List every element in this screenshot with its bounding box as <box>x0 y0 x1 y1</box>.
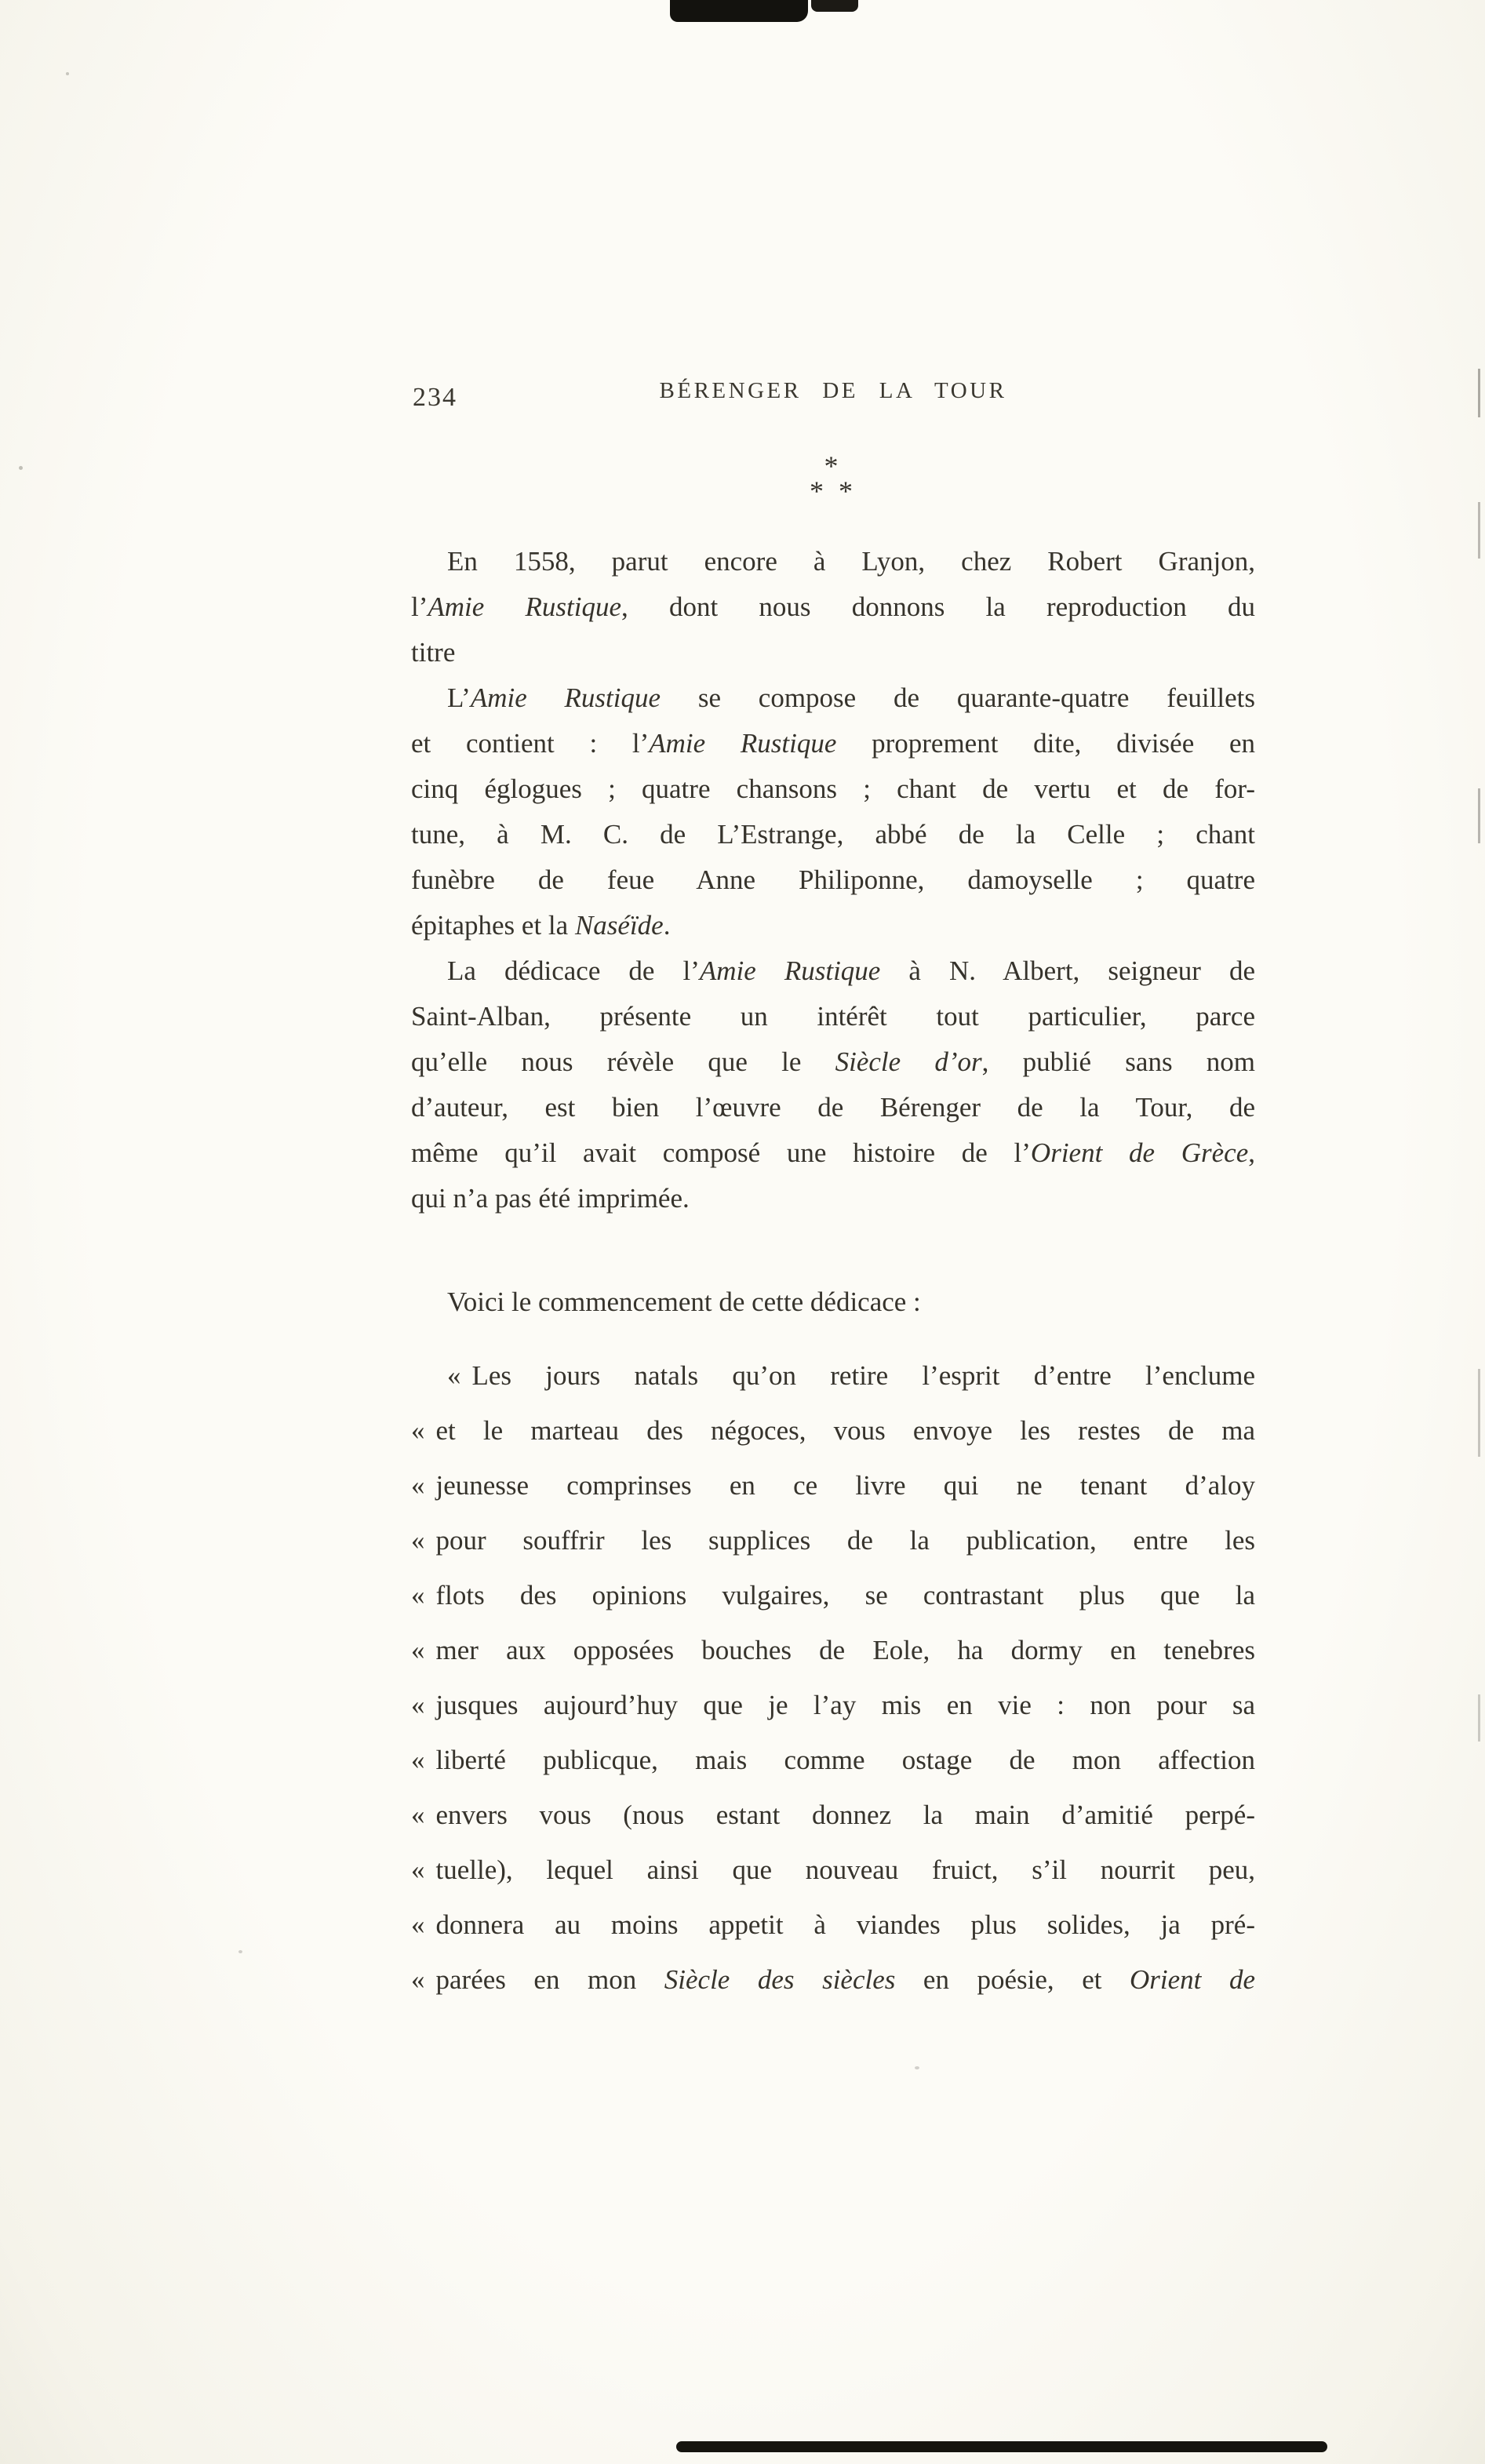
text-line <box>411 1130 1255 1176</box>
paragraph <box>411 948 1255 1221</box>
text-line <box>411 948 1255 994</box>
scan-edge-mark <box>1478 788 1480 843</box>
text-segment: à N. Albert, seigneur de <box>880 955 1255 986</box>
text-line <box>411 721 1255 766</box>
lead-in-paragraph <box>411 1279 1255 1325</box>
text-line <box>411 1898 1255 1953</box>
text-line <box>411 1788 1255 1843</box>
guillemet: « <box>411 1745 425 1775</box>
text-segment: d’auteur, est bien l’œuvre de Bérenger de la Tour, de <box>411 1092 1255 1123</box>
text-segment: La dédicace de l’ <box>447 955 700 986</box>
running-header <box>411 378 1255 413</box>
guillemet: « <box>411 1635 425 1665</box>
text-line <box>411 857 1255 903</box>
guillemet: « <box>411 1470 425 1501</box>
scan-speck <box>915 2066 919 2069</box>
text-segment: titre <box>411 637 456 668</box>
text-segment: proprement dite, divisée en <box>836 728 1255 759</box>
text-segment: . <box>663 910 671 941</box>
scan-artifact-bottom <box>676 2441 1327 2452</box>
text-segment: donnera au moins appetit à viandes plus solides, ja pré- <box>435 1909 1255 1940</box>
scan-artifact-top-small <box>811 0 858 12</box>
text-line <box>411 994 1255 1039</box>
text-line <box>411 1458 1255 1513</box>
text-line <box>411 766 1255 812</box>
text-segment: mer aux opposées bouches de Eole, ha dormy en tenebres <box>435 1635 1255 1665</box>
text-segment: et contient : l’ <box>411 728 650 759</box>
text-segment: , dont nous donnons la reproduction du <box>621 591 1255 622</box>
italic-title: Amie Rustique <box>428 591 621 622</box>
text-segment: Les jours natals qu’on retire l’esprit d’entre l’enclume <box>471 1360 1255 1391</box>
italic-title: Amie Rustique <box>649 728 837 759</box>
text-segment: l’ <box>411 591 428 622</box>
guillemet: « <box>411 1525 425 1556</box>
text-segment: funèbre de feue Anne Philiponne, damoyselle ; quatre <box>411 864 1255 895</box>
text-segment: envers vous (nous estant donnez la main d’amitié perpé- <box>435 1800 1255 1830</box>
scan-edge-mark <box>1478 502 1480 559</box>
text-segment: en poésie, et <box>895 1964 1130 1995</box>
text-segment: L’ <box>447 682 471 713</box>
text-segment: pour souffrir les supplices de la publication, entre les <box>435 1525 1255 1556</box>
text-line <box>411 1953 1255 2007</box>
quote-block <box>411 1348 1255 2007</box>
scan-speck <box>238 1950 242 1953</box>
running-title: BÉRENGER DE LA TOUR <box>659 378 1007 403</box>
scan-speck <box>66 72 69 75</box>
text-line <box>411 675 1255 721</box>
scan-edge-mark <box>1478 1694 1480 1742</box>
text-segment: , publié sans nom <box>981 1046 1256 1077</box>
text-segment: se compose de quarante-quatre feuillets <box>661 682 1255 713</box>
guillemet: « <box>447 1360 461 1391</box>
text-segment: cinq églogues ; quatre chansons ; chant de vertu et de for- <box>411 773 1255 804</box>
text-segment: Saint-Alban, présente un intérêt tout particulier, parce <box>411 1001 1255 1032</box>
asterism-bottom: * * <box>810 475 857 507</box>
text-segment: tune, à M. C. de L’Estrange, abbé de la Celle ; chant <box>411 819 1255 850</box>
text-segment: épitaphes et la <box>411 910 575 941</box>
scan-edge-mark <box>1478 1369 1480 1457</box>
text-segment: et le marteau des négoces, vous envoye les restes de ma <box>435 1415 1255 1446</box>
text-segment: liberté publicque, mais comme ostage de mon affection <box>435 1745 1255 1775</box>
italic-title: Naséïde <box>574 910 664 941</box>
text-line <box>411 1039 1255 1085</box>
guillemet: « <box>411 1909 425 1940</box>
text-line <box>411 1176 1255 1221</box>
text-line <box>411 1403 1255 1458</box>
text-line <box>411 1348 1255 1403</box>
guillemet: « <box>411 1580 425 1611</box>
italic-title: Amie Rustique <box>699 955 881 986</box>
italic-title: Siècle d’or <box>835 1046 982 1077</box>
text-line <box>411 1733 1255 1788</box>
guillemet: « <box>411 1690 425 1720</box>
text-segment: parées en mon <box>435 1964 664 1995</box>
text-segment: qu’elle nous révèle que le <box>411 1046 835 1077</box>
text-line <box>411 812 1255 857</box>
page-number: 234 <box>413 383 457 412</box>
paragraph <box>411 539 1255 675</box>
guillemet: « <box>411 1964 425 1995</box>
text-line <box>411 1678 1255 1733</box>
scan-edge-mark <box>1478 369 1480 417</box>
text-line <box>411 1085 1255 1130</box>
text-line <box>411 903 1255 948</box>
text-line <box>411 539 1255 584</box>
asterism <box>411 450 1255 507</box>
text-line <box>411 1513 1255 1568</box>
text-block <box>411 539 1255 2007</box>
text-segment: jusques aujourd’huy que je l’ay mis en vie : non pour sa <box>435 1690 1255 1720</box>
text-line <box>411 630 1255 675</box>
text-segment: En 1558, parut encore à Lyon, chez Robert Granjon, <box>447 546 1255 577</box>
paragraph <box>411 675 1255 948</box>
guillemet: « <box>411 1854 425 1885</box>
text-segment: Voici le commencement de cette dédicace : <box>447 1287 921 1317</box>
text-segment: flots des opinions vulgaires, se contrastant plus que la <box>435 1580 1255 1611</box>
scan-speck <box>19 466 23 470</box>
text-segment: tuelle), lequel ainsi que nouveau fruict, s’il nourrit peu, <box>435 1854 1255 1885</box>
text-line <box>411 1279 1255 1325</box>
text-segment: même qu’il avait composé une histoire de l’ <box>411 1137 1031 1168</box>
italic-title: Orient de Grèce <box>1030 1137 1249 1168</box>
italic-title: Amie Rustique <box>470 682 661 713</box>
guillemet: « <box>411 1415 425 1446</box>
italic-title: Siècle des siècles <box>664 1964 896 1995</box>
text-segment: qui n’a pas été imprimée. <box>411 1183 690 1214</box>
guillemet: « <box>411 1800 425 1830</box>
scan-artifact-top <box>670 0 808 22</box>
text-segment: jeunesse comprinses en ce livre qui ne tenant d’aloy <box>435 1470 1255 1501</box>
italic-title: Orient de <box>1130 1964 1255 1995</box>
text-segment: , <box>1248 1137 1255 1168</box>
text-line <box>411 1623 1255 1678</box>
text-line <box>411 584 1255 630</box>
paragraphs <box>411 539 1255 1325</box>
text-line <box>411 1843 1255 1898</box>
text-line <box>411 1568 1255 1623</box>
asterism-top: * <box>824 450 843 482</box>
